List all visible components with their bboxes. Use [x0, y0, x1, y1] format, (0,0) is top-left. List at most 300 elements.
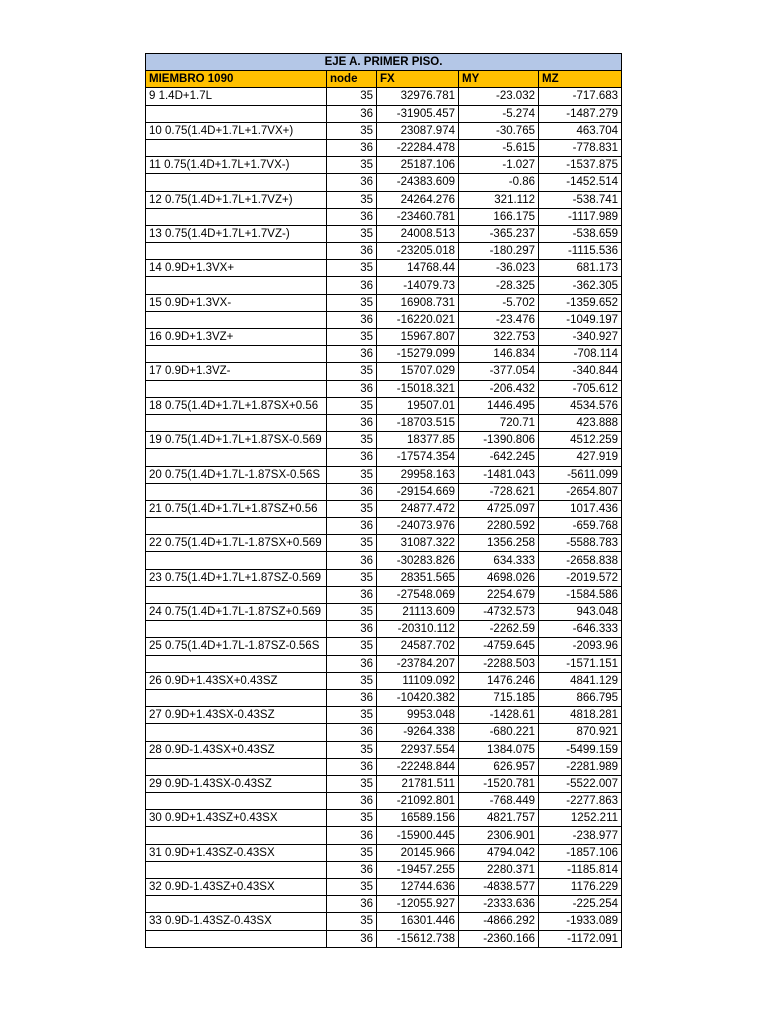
table-row: [146, 225, 622, 242]
table-row: [146, 414, 622, 431]
node-cell: 35: [327, 569, 377, 586]
table-row: [146, 122, 622, 139]
table-row: [146, 724, 622, 741]
fx-cell: -22284.478: [377, 139, 459, 156]
empty-cell: [146, 793, 327, 810]
fx-cell: -23784.207: [377, 655, 459, 672]
table-row: [146, 277, 622, 294]
my-cell: -30.765: [459, 122, 539, 139]
fx-cell: 9953.048: [377, 707, 459, 724]
table-row: [146, 363, 622, 380]
load-combination-cell: 12 0.75(1.4D+1.7L+1.7VZ+): [146, 191, 327, 208]
empty-cell: [146, 861, 327, 878]
mz-cell: -340.844: [539, 363, 622, 380]
empty-cell: [146, 277, 327, 294]
table-row: [146, 604, 622, 621]
table-row: [146, 432, 622, 449]
load-combination-cell: 10 0.75(1.4D+1.7L+1.7VX+): [146, 122, 327, 139]
fx-cell: 29958.163: [377, 466, 459, 483]
node-cell: 35: [327, 88, 377, 105]
mz-cell: -5499.159: [539, 741, 622, 758]
header-node: node: [327, 71, 377, 88]
mz-cell: 943.048: [539, 604, 622, 621]
load-combination-cell: 29 0.9D-1.43SX-0.43SZ: [146, 775, 327, 792]
mz-cell: -2281.989: [539, 758, 622, 775]
mz-cell: 4818.281: [539, 707, 622, 724]
table-row: [146, 397, 622, 414]
my-cell: -1481.043: [459, 466, 539, 483]
node-cell: 35: [327, 432, 377, 449]
fx-cell: -19457.255: [377, 861, 459, 878]
my-cell: 715.185: [459, 689, 539, 706]
mz-cell: 1252.211: [539, 810, 622, 827]
fx-cell: 22937.554: [377, 741, 459, 758]
mz-cell: -340.927: [539, 329, 622, 346]
load-combination-cell: 22 0.75(1.4D+1.7L-1.87SX+0.569: [146, 535, 327, 552]
empty-cell: [146, 689, 327, 706]
my-cell: -4759.645: [459, 638, 539, 655]
my-cell: 626.957: [459, 758, 539, 775]
fx-cell: -16220.021: [377, 311, 459, 328]
fx-cell: 16301.446: [377, 913, 459, 930]
mz-cell: -1452.514: [539, 174, 622, 191]
node-cell: 35: [327, 604, 377, 621]
fx-cell: 16908.731: [377, 294, 459, 311]
load-combination-cell: 27 0.9D+1.43SX-0.43SZ: [146, 707, 327, 724]
fx-cell: 25187.106: [377, 157, 459, 174]
fx-cell: -27548.069: [377, 586, 459, 603]
table-row: [146, 707, 622, 724]
header-member: MIEMBRO 1090: [146, 71, 327, 88]
node-cell: 35: [327, 741, 377, 758]
mz-cell: -646.333: [539, 621, 622, 638]
mz-cell: -1857.106: [539, 844, 622, 861]
table-row: [146, 586, 622, 603]
my-cell: -28.325: [459, 277, 539, 294]
mz-cell: -2093.96: [539, 638, 622, 655]
table-row: [146, 552, 622, 569]
my-cell: 146.834: [459, 346, 539, 363]
fx-cell: -23205.018: [377, 243, 459, 260]
table-row: [146, 913, 622, 930]
node-cell: 36: [327, 758, 377, 775]
fx-cell: -18703.515: [377, 414, 459, 431]
mz-cell: -2277.863: [539, 793, 622, 810]
fx-cell: 15967.807: [377, 329, 459, 346]
load-combination-cell: 30 0.9D+1.43SZ+0.43SX: [146, 810, 327, 827]
fx-cell: -15018.321: [377, 380, 459, 397]
my-cell: -2360.166: [459, 930, 539, 947]
table-row: [146, 638, 622, 655]
table-row: [146, 810, 622, 827]
my-cell: 322.753: [459, 329, 539, 346]
load-combination-cell: 32 0.9D-1.43SZ+0.43SX: [146, 879, 327, 896]
load-combination-cell: 21 0.75(1.4D+1.7L+1.87SZ+0.56: [146, 500, 327, 517]
node-cell: 36: [327, 449, 377, 466]
node-cell: 35: [327, 500, 377, 517]
table-row: [146, 758, 622, 775]
table-row: [146, 483, 622, 500]
node-cell: 35: [327, 879, 377, 896]
empty-cell: [146, 105, 327, 122]
fx-cell: -23460.781: [377, 208, 459, 225]
mz-cell: -225.254: [539, 896, 622, 913]
my-cell: 634.333: [459, 552, 539, 569]
load-combination-cell: 28 0.9D-1.43SX+0.43SZ: [146, 741, 327, 758]
table-row: [146, 449, 622, 466]
fx-cell: 16589.156: [377, 810, 459, 827]
fx-cell: 23087.974: [377, 122, 459, 139]
table-row: [146, 879, 622, 896]
empty-cell: [146, 414, 327, 431]
empty-cell: [146, 827, 327, 844]
fx-cell: -12055.927: [377, 896, 459, 913]
fx-cell: 32976.781: [377, 88, 459, 105]
mz-cell: -362.305: [539, 277, 622, 294]
my-cell: 1356.258: [459, 535, 539, 552]
table-row: [146, 535, 622, 552]
my-cell: -1520.781: [459, 775, 539, 792]
mz-cell: 427.919: [539, 449, 622, 466]
table-row: [146, 518, 622, 535]
fx-cell: 21113.609: [377, 604, 459, 621]
empty-cell: [146, 621, 327, 638]
node-cell: 35: [327, 191, 377, 208]
my-cell: 1384.075: [459, 741, 539, 758]
empty-cell: [146, 311, 327, 328]
fx-cell: 11109.092: [377, 672, 459, 689]
my-cell: -36.023: [459, 260, 539, 277]
fx-cell: 19507.01: [377, 397, 459, 414]
node-cell: 35: [327, 775, 377, 792]
node-cell: 36: [327, 793, 377, 810]
node-cell: 36: [327, 380, 377, 397]
my-cell: -180.297: [459, 243, 539, 260]
load-combination-cell: 31 0.9D+1.43SZ-0.43SX: [146, 844, 327, 861]
table-row: [146, 793, 622, 810]
load-combination-cell: 16 0.9D+1.3VZ+: [146, 329, 327, 346]
fx-cell: 14768.44: [377, 260, 459, 277]
table-row: [146, 861, 622, 878]
node-cell: 35: [327, 260, 377, 277]
my-cell: -365.237: [459, 225, 539, 242]
node-cell: 35: [327, 122, 377, 139]
fx-cell: 24264.276: [377, 191, 459, 208]
node-cell: 36: [327, 346, 377, 363]
my-cell: 720.71: [459, 414, 539, 431]
load-combination-cell: 20 0.75(1.4D+1.7L-1.87SX-0.56S: [146, 466, 327, 483]
mz-cell: -1115.536: [539, 243, 622, 260]
my-cell: 166.175: [459, 208, 539, 225]
my-cell: 4821.757: [459, 810, 539, 827]
node-cell: 36: [327, 139, 377, 156]
node-cell: 36: [327, 621, 377, 638]
fx-cell: 31087.322: [377, 535, 459, 552]
my-cell: 2306.901: [459, 827, 539, 844]
node-cell: 36: [327, 174, 377, 191]
my-cell: -206.432: [459, 380, 539, 397]
my-cell: -5.615: [459, 139, 539, 156]
mz-cell: -778.831: [539, 139, 622, 156]
mz-cell: -1571.151: [539, 655, 622, 672]
node-cell: 36: [327, 896, 377, 913]
my-cell: 321.112: [459, 191, 539, 208]
table-row: [146, 621, 622, 638]
header-mz: MZ: [539, 71, 622, 88]
load-combination-cell: 15 0.9D+1.3VX-: [146, 294, 327, 311]
mz-cell: 463.704: [539, 122, 622, 139]
mz-cell: -238.977: [539, 827, 622, 844]
mz-cell: -1185.814: [539, 861, 622, 878]
mz-cell: -1584.586: [539, 586, 622, 603]
mz-cell: -708.114: [539, 346, 622, 363]
my-cell: -728.621: [459, 483, 539, 500]
my-cell: -23.032: [459, 88, 539, 105]
load-combination-cell: 13 0.75(1.4D+1.7L+1.7VZ-): [146, 225, 327, 242]
mz-cell: -717.683: [539, 88, 622, 105]
my-cell: 1446.495: [459, 397, 539, 414]
my-cell: -1428.61: [459, 707, 539, 724]
node-cell: 35: [327, 157, 377, 174]
load-combination-cell: 9 1.4D+1.7L: [146, 88, 327, 105]
node-cell: 35: [327, 844, 377, 861]
load-combination-cell: 17 0.9D+1.3VZ-: [146, 363, 327, 380]
table-body: [146, 54, 622, 948]
node-cell: 35: [327, 225, 377, 242]
table-row: [146, 672, 622, 689]
empty-cell: [146, 724, 327, 741]
table-row: [146, 88, 622, 105]
node-cell: 36: [327, 689, 377, 706]
node-cell: 36: [327, 483, 377, 500]
header-fx: FX: [377, 71, 459, 88]
empty-cell: [146, 518, 327, 535]
node-cell: 35: [327, 913, 377, 930]
mz-cell: -538.741: [539, 191, 622, 208]
table-row: [146, 827, 622, 844]
fx-cell: 28351.565: [377, 569, 459, 586]
fx-cell: -17574.354: [377, 449, 459, 466]
table-row: [146, 655, 622, 672]
mz-cell: -705.612: [539, 380, 622, 397]
fx-cell: -30283.826: [377, 552, 459, 569]
fx-cell: -24073.976: [377, 518, 459, 535]
mz-cell: -1487.279: [539, 105, 622, 122]
my-cell: -23.476: [459, 311, 539, 328]
my-cell: 2254.679: [459, 586, 539, 603]
my-cell: 4725.097: [459, 500, 539, 517]
empty-cell: [146, 552, 327, 569]
fx-cell: -15900.445: [377, 827, 459, 844]
my-cell: 2280.592: [459, 518, 539, 535]
load-combination-cell: 18 0.75(1.4D+1.7L+1.87SX+0.56: [146, 397, 327, 414]
my-cell: 1476.246: [459, 672, 539, 689]
my-cell: -4732.573: [459, 604, 539, 621]
table-row: [146, 346, 622, 363]
table-row: [146, 500, 622, 517]
empty-cell: [146, 243, 327, 260]
empty-cell: [146, 174, 327, 191]
empty-cell: [146, 896, 327, 913]
mz-cell: -1049.197: [539, 311, 622, 328]
my-cell: -4838.577: [459, 879, 539, 896]
fx-cell: 18377.85: [377, 432, 459, 449]
fx-cell: 24008.513: [377, 225, 459, 242]
mz-cell: -5588.783: [539, 535, 622, 552]
table-row: [146, 844, 622, 861]
table-row: [146, 208, 622, 225]
table-row: [146, 775, 622, 792]
my-cell: 2280.371: [459, 861, 539, 878]
mz-cell: -2019.572: [539, 569, 622, 586]
table-row: [146, 329, 622, 346]
my-cell: -768.449: [459, 793, 539, 810]
mz-cell: 870.921: [539, 724, 622, 741]
my-cell: 4698.026: [459, 569, 539, 586]
table-row: [146, 191, 622, 208]
fx-cell: -14079.73: [377, 277, 459, 294]
table-row: [146, 689, 622, 706]
results-table: [145, 53, 622, 948]
table-row: [146, 243, 622, 260]
mz-cell: -538.659: [539, 225, 622, 242]
mz-cell: -1359.652: [539, 294, 622, 311]
fx-cell: -9264.338: [377, 724, 459, 741]
node-cell: 35: [327, 638, 377, 655]
node-cell: 36: [327, 208, 377, 225]
empty-cell: [146, 449, 327, 466]
table-row: [146, 311, 622, 328]
load-combination-cell: 33 0.9D-1.43SZ-0.43SX: [146, 913, 327, 930]
my-cell: -2262.59: [459, 621, 539, 638]
mz-cell: -2654.807: [539, 483, 622, 500]
mz-cell: 1017.436: [539, 500, 622, 517]
fx-cell: 24587.702: [377, 638, 459, 655]
node-cell: 36: [327, 243, 377, 260]
header-row: [146, 71, 622, 88]
fx-cell: -31905.457: [377, 105, 459, 122]
my-cell: -2333.636: [459, 896, 539, 913]
fx-cell: 15707.029: [377, 363, 459, 380]
mz-cell: 866.795: [539, 689, 622, 706]
mz-cell: 4534.576: [539, 397, 622, 414]
fx-cell: -29154.669: [377, 483, 459, 500]
my-cell: -1390.806: [459, 432, 539, 449]
my-cell: -642.245: [459, 449, 539, 466]
my-cell: -2288.503: [459, 655, 539, 672]
fx-cell: -10420.382: [377, 689, 459, 706]
node-cell: 35: [327, 329, 377, 346]
node-cell: 36: [327, 518, 377, 535]
node-cell: 36: [327, 311, 377, 328]
table-row: [146, 260, 622, 277]
fx-cell: -15612.738: [377, 930, 459, 947]
fx-cell: 20145.966: [377, 844, 459, 861]
empty-cell: [146, 758, 327, 775]
table-row: [146, 930, 622, 947]
node-cell: 36: [327, 724, 377, 741]
my-cell: -0.86: [459, 174, 539, 191]
my-cell: -1.027: [459, 157, 539, 174]
node-cell: 35: [327, 294, 377, 311]
node-cell: 36: [327, 930, 377, 947]
load-combination-cell: 24 0.75(1.4D+1.7L-1.87SZ+0.569: [146, 604, 327, 621]
mz-cell: -1172.091: [539, 930, 622, 947]
fx-cell: -21092.801: [377, 793, 459, 810]
table-title: EJE A. PRIMER PISO.: [146, 54, 622, 71]
empty-cell: [146, 139, 327, 156]
mz-cell: -5522.007: [539, 775, 622, 792]
node-cell: 35: [327, 466, 377, 483]
table-row: [146, 174, 622, 191]
load-combination-cell: 25 0.75(1.4D+1.7L-1.87SZ-0.56S: [146, 638, 327, 655]
empty-cell: [146, 208, 327, 225]
mz-cell: -2658.838: [539, 552, 622, 569]
title-row: [146, 54, 622, 71]
node-cell: 35: [327, 363, 377, 380]
mz-cell: -1117.989: [539, 208, 622, 225]
my-cell: -4866.292: [459, 913, 539, 930]
table-row: [146, 139, 622, 156]
header-my: MY: [459, 71, 539, 88]
mz-cell: -5611.099: [539, 466, 622, 483]
table-row: [146, 157, 622, 174]
fx-cell: 24877.472: [377, 500, 459, 517]
mz-cell: 4512.259: [539, 432, 622, 449]
mz-cell: -1537.875: [539, 157, 622, 174]
load-combination-cell: 11 0.75(1.4D+1.7L+1.7VX-): [146, 157, 327, 174]
my-cell: -680.221: [459, 724, 539, 741]
mz-cell: -1933.089: [539, 913, 622, 930]
node-cell: 35: [327, 672, 377, 689]
fx-cell: -24383.609: [377, 174, 459, 191]
node-cell: 36: [327, 655, 377, 672]
my-cell: -5.702: [459, 294, 539, 311]
node-cell: 35: [327, 535, 377, 552]
fx-cell: -20310.112: [377, 621, 459, 638]
load-combination-cell: 26 0.9D+1.43SX+0.43SZ: [146, 672, 327, 689]
empty-cell: [146, 655, 327, 672]
node-cell: 35: [327, 397, 377, 414]
empty-cell: [146, 380, 327, 397]
empty-cell: [146, 586, 327, 603]
load-combination-cell: 14 0.9D+1.3VX+: [146, 260, 327, 277]
table-row: [146, 294, 622, 311]
node-cell: 36: [327, 414, 377, 431]
empty-cell: [146, 346, 327, 363]
mz-cell: -659.768: [539, 518, 622, 535]
fx-cell: -15279.099: [377, 346, 459, 363]
node-cell: 36: [327, 552, 377, 569]
fx-cell: 21781.511: [377, 775, 459, 792]
table-row: [146, 569, 622, 586]
mz-cell: 681.173: [539, 260, 622, 277]
load-combination-cell: 23 0.75(1.4D+1.7L+1.87SZ-0.569: [146, 569, 327, 586]
node-cell: 35: [327, 707, 377, 724]
node-cell: 36: [327, 277, 377, 294]
table-row: [146, 896, 622, 913]
mz-cell: 4841.129: [539, 672, 622, 689]
fx-cell: 12744.636: [377, 879, 459, 896]
empty-cell: [146, 483, 327, 500]
fx-cell: -22248.844: [377, 758, 459, 775]
table-row: [146, 380, 622, 397]
empty-cell: [146, 930, 327, 947]
table-row: [146, 105, 622, 122]
mz-cell: 423.888: [539, 414, 622, 431]
my-cell: 4794.042: [459, 844, 539, 861]
node-cell: 35: [327, 810, 377, 827]
